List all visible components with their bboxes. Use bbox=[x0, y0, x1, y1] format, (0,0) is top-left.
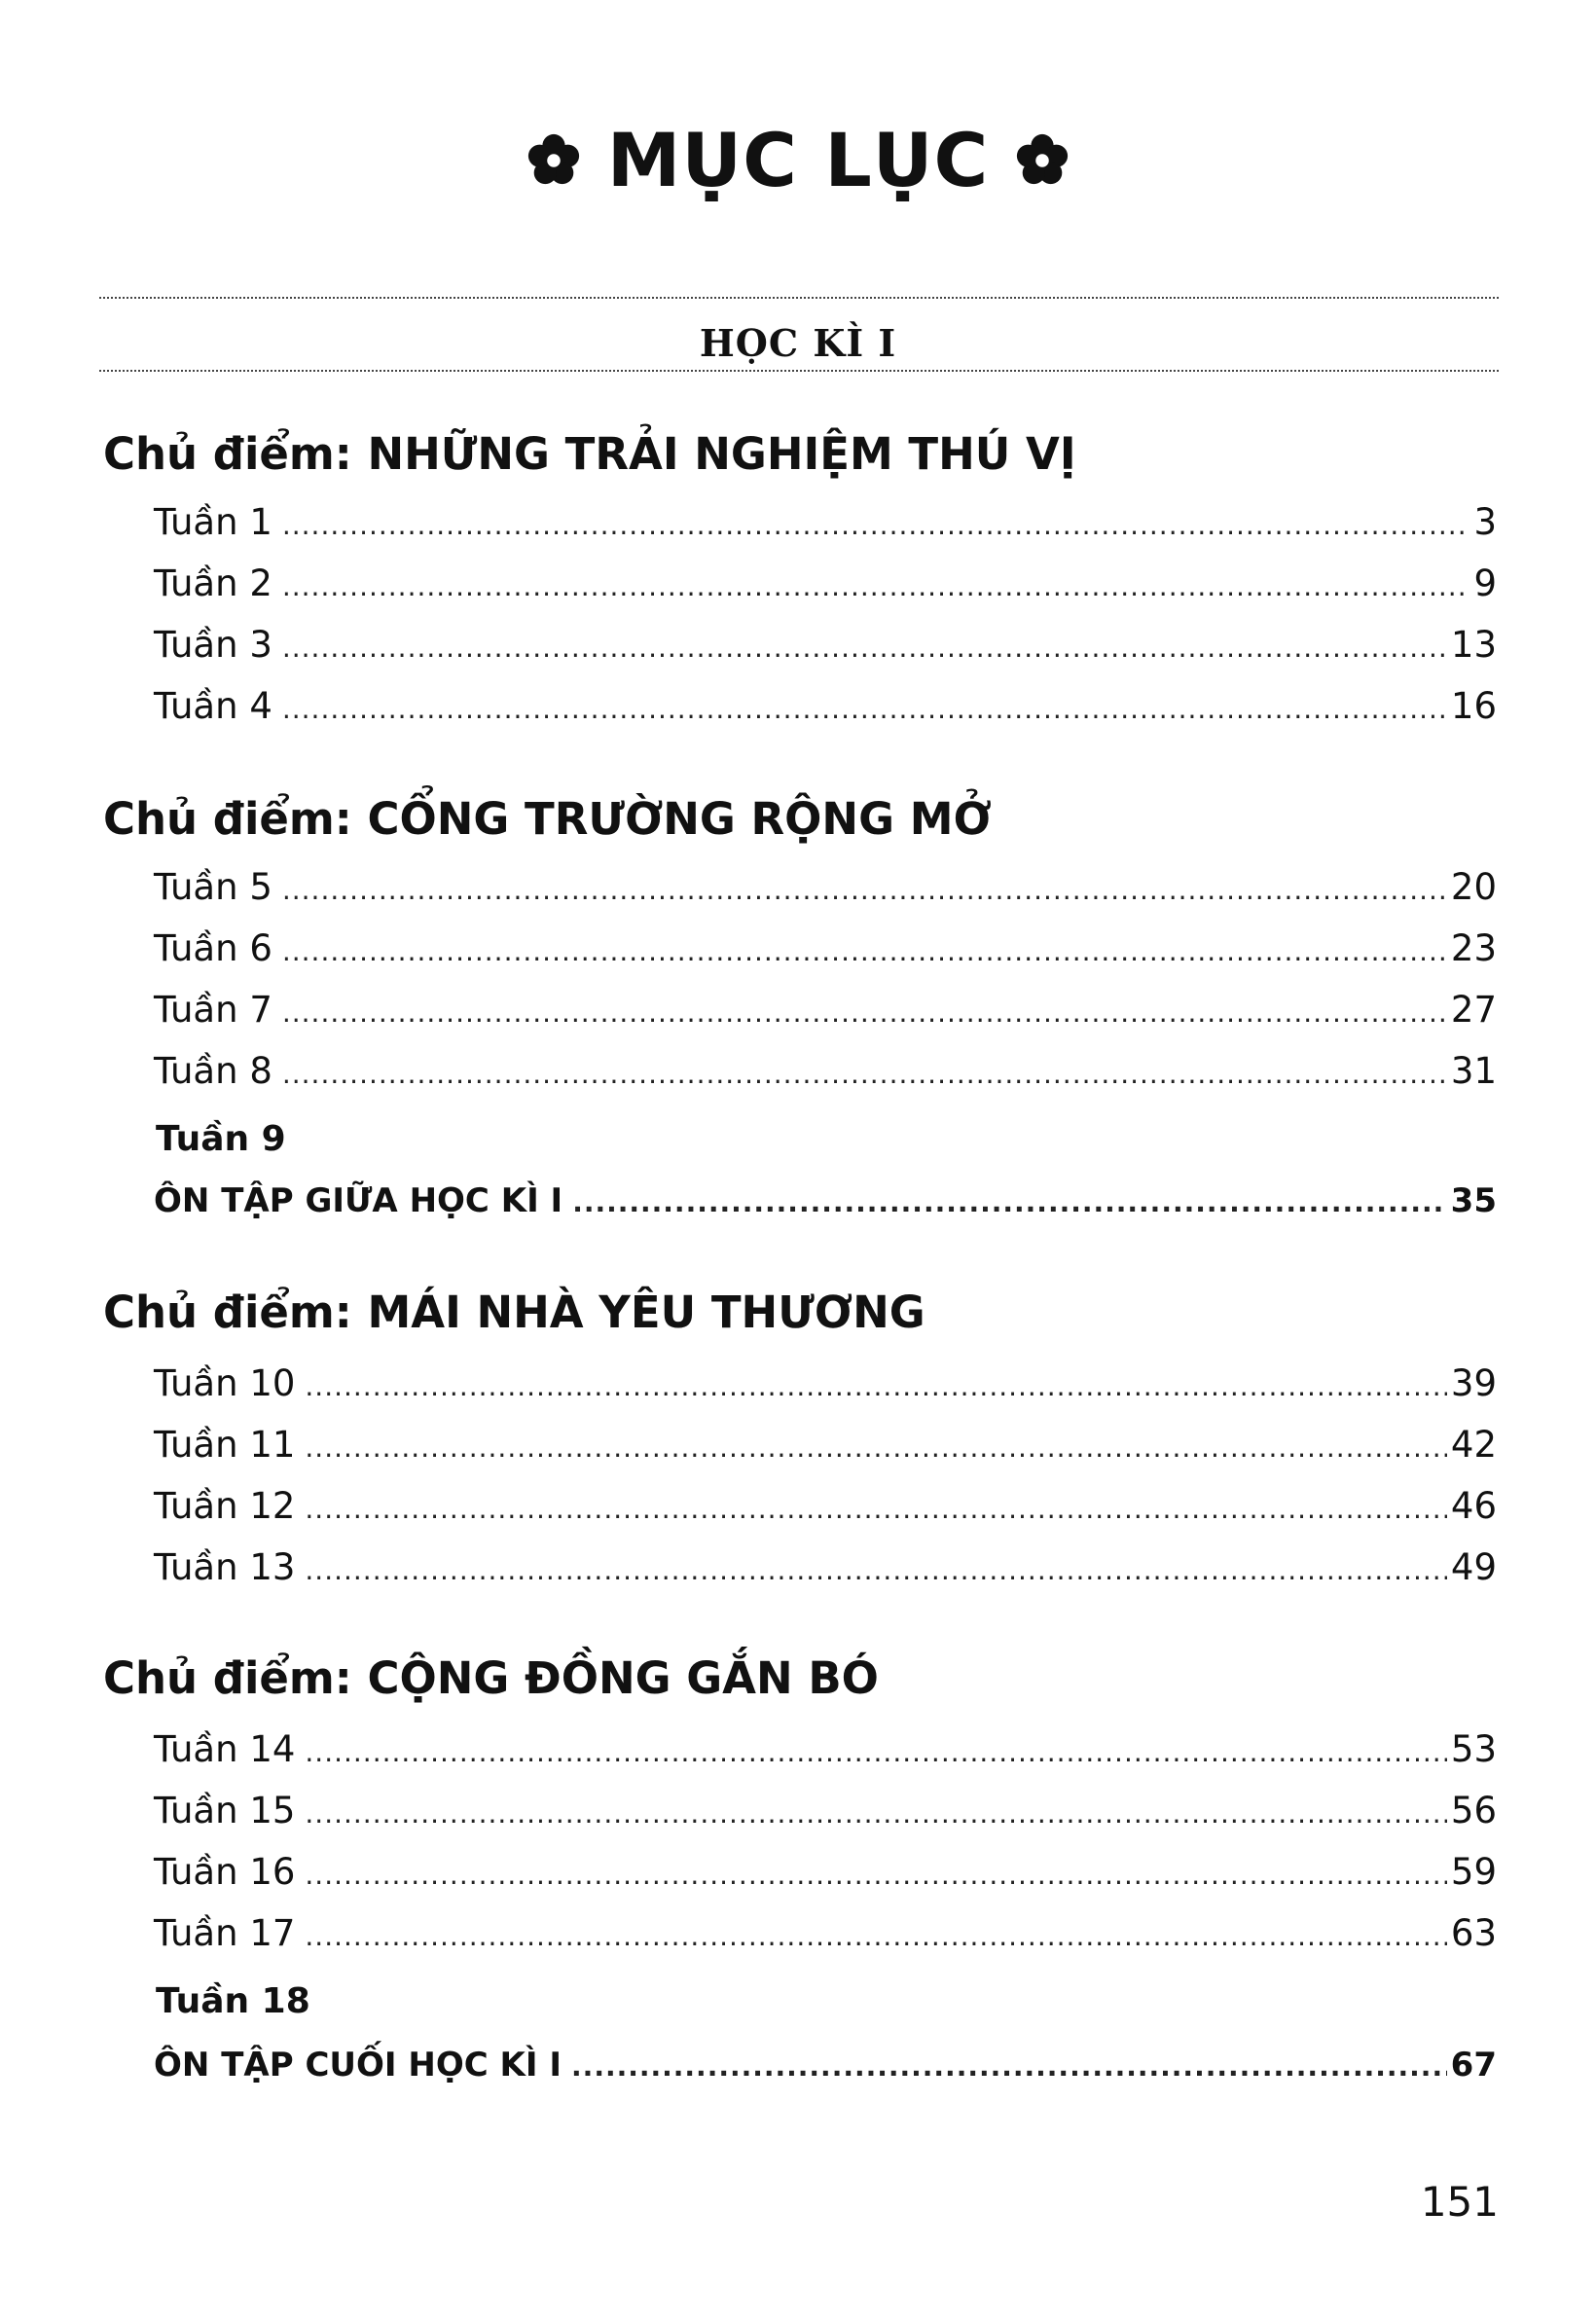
dot-leader bbox=[282, 693, 1447, 725]
page-number: 151 bbox=[1420, 2178, 1499, 2226]
entry-label: Tuần 3 bbox=[154, 624, 272, 666]
entry-label: Tuần 11 bbox=[154, 1424, 296, 1466]
entry-page: 3 bbox=[1473, 501, 1497, 543]
dot-leader bbox=[572, 1186, 1446, 1218]
entry-page: 23 bbox=[1450, 927, 1497, 969]
toc-entry bbox=[154, 685, 1497, 734]
toc-entry bbox=[154, 1050, 1497, 1099]
entry-label: Tuần 4 bbox=[154, 685, 272, 727]
entry-label: Tuần 7 bbox=[154, 989, 272, 1031]
toc-entry bbox=[154, 624, 1497, 672]
toc-entry bbox=[154, 1728, 1497, 1777]
entry-page: 46 bbox=[1450, 1485, 1497, 1527]
entry-label: ÔN TẬP GIỮA HỌC KÌ I bbox=[154, 1181, 563, 1220]
toc-entry bbox=[154, 1851, 1497, 1900]
entry-label: Tuần 1 bbox=[154, 501, 272, 543]
entry-label: Tuần 14 bbox=[154, 1728, 296, 1770]
dot-leader bbox=[282, 1058, 1447, 1090]
entry-page: 20 bbox=[1450, 866, 1497, 908]
toc-entry bbox=[154, 989, 1497, 1037]
divider-bottom bbox=[99, 370, 1499, 372]
entry-page: 42 bbox=[1450, 1424, 1497, 1466]
entry-page: 67 bbox=[1450, 2046, 1497, 2084]
dot-leader bbox=[282, 935, 1447, 967]
entry-page: 53 bbox=[1450, 1728, 1497, 1770]
toc-entry bbox=[154, 1790, 1497, 1838]
toc-entry bbox=[154, 866, 1497, 915]
dot-leader bbox=[282, 874, 1447, 906]
toc-entry-review bbox=[154, 1181, 1497, 1230]
entry-label: Tuần 6 bbox=[154, 927, 272, 969]
toc-entry bbox=[154, 501, 1497, 550]
entry-page: 59 bbox=[1450, 1851, 1497, 1893]
entry-page: 9 bbox=[1473, 562, 1497, 604]
dot-leader bbox=[305, 1736, 1447, 1768]
entry-page: 27 bbox=[1450, 989, 1497, 1031]
entry-label: Tuần 15 bbox=[154, 1790, 296, 1831]
entry-label: Tuần 5 bbox=[154, 866, 272, 908]
entry-label: Tuần 17 bbox=[154, 1912, 296, 1954]
toc-entry bbox=[154, 1485, 1497, 1534]
toc-title-text: MỤC LỤC bbox=[606, 117, 990, 203]
topic-heading: Chủ điểm: CỘNG ĐỒNG GẮN BÓ bbox=[103, 1652, 879, 1704]
review-week-label: Tuần 18 bbox=[156, 1981, 310, 2021]
entry-page: 56 bbox=[1450, 1790, 1497, 1831]
toc-entry bbox=[154, 1546, 1497, 1595]
dot-leader bbox=[282, 570, 1470, 602]
entry-page: 39 bbox=[1450, 1362, 1497, 1404]
dot-leader bbox=[305, 1859, 1447, 1891]
entry-label: Tuần 13 bbox=[154, 1546, 296, 1588]
entry-label: ÔN TẬP CUỐI HỌC KÌ I bbox=[154, 2046, 562, 2084]
entry-label: Tuần 16 bbox=[154, 1851, 296, 1893]
toc-entry bbox=[154, 1912, 1497, 1961]
entry-label: Tuần 2 bbox=[154, 562, 272, 604]
toc-entry bbox=[154, 1362, 1497, 1411]
dot-leader bbox=[282, 509, 1470, 541]
dot-leader bbox=[305, 1554, 1447, 1586]
topic-heading: Chủ điểm: NHỮNG TRẢI NGHIỆM THÚ VỊ bbox=[103, 428, 1076, 480]
flower-icon bbox=[526, 132, 582, 189]
dot-leader bbox=[305, 1493, 1447, 1525]
review-week-label: Tuần 9 bbox=[156, 1119, 286, 1159]
entry-page: 31 bbox=[1450, 1050, 1497, 1092]
entry-label: Tuần 8 bbox=[154, 1050, 272, 1092]
entry-page: 63 bbox=[1450, 1912, 1497, 1954]
dot-leader bbox=[571, 2050, 1447, 2083]
dot-leader bbox=[305, 1370, 1447, 1402]
dot-leader bbox=[282, 632, 1447, 664]
entry-page: 49 bbox=[1450, 1546, 1497, 1588]
entry-page: 35 bbox=[1450, 1181, 1497, 1220]
dot-leader bbox=[305, 1920, 1447, 1952]
topic-heading: Chủ điểm: CỔNG TRƯỜNG RỘNG MỞ bbox=[103, 793, 992, 845]
divider-top bbox=[99, 297, 1499, 299]
topic-heading: Chủ điểm: MÁI NHÀ YÊU THƯƠNG bbox=[103, 1287, 925, 1338]
entry-label: Tuần 10 bbox=[154, 1362, 296, 1404]
entry-page: 16 bbox=[1450, 685, 1497, 727]
toc-entry bbox=[154, 562, 1497, 611]
toc-entry-review bbox=[154, 2046, 1497, 2094]
entry-label: Tuần 12 bbox=[154, 1485, 296, 1527]
toc-title bbox=[0, 117, 1596, 203]
entry-page: 13 bbox=[1450, 624, 1497, 666]
dot-leader bbox=[282, 997, 1447, 1029]
dot-leader bbox=[305, 1432, 1447, 1464]
toc-entry bbox=[154, 1424, 1497, 1472]
flower-icon bbox=[1014, 132, 1070, 189]
toc-entry bbox=[154, 927, 1497, 976]
dot-leader bbox=[305, 1797, 1447, 1830]
semester-heading: HỌC KÌ I bbox=[699, 321, 897, 365]
